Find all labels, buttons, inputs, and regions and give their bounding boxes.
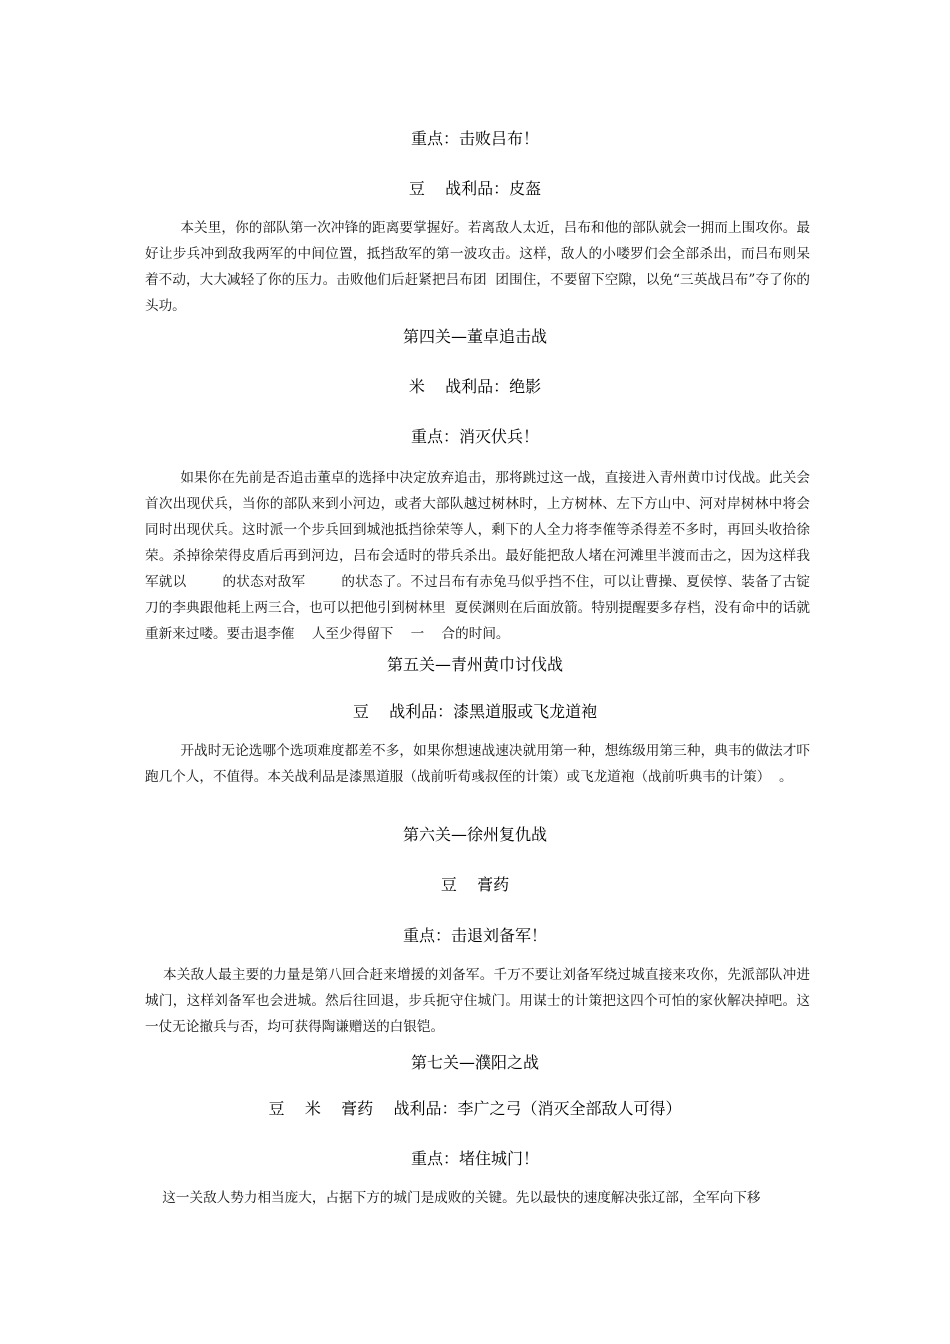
body-paragraph: 开战时无论选哪个选项难度都差不多，如果你想速战速决就用第一种，想练级用第三种，典韦的做法才吓跑几个人，不值得。本关战利品是漆黑道服（战前听荀彧叔侄的计策）或飞龙道袍（战前听典韦的计策） 。 bbox=[145, 743, 810, 785]
section-heading: 重点：击退刘备军！ bbox=[402, 926, 547, 945]
body-paragraph: 如果你在先前是否追击董卓的选择中决定放弃追击，那将跳过这一战，直接进入青州黄巾讨伐战。此关会首次出现伏兵，当你的部队来到小河边，或者大部队越过树林时，上方树林、左下方山中、河对岸树林中将会同时出现伏兵。这时派一个步兵回到城池抵挡徐荣等人，剩下的人全力将李傕等杀得差不多时，再回头收拾徐荣。杀掉徐荣得皮盾后再到河边，吕布会适时的带兵杀出。最好能把敌人堵在河滩里半渡而击之，因为这样我军就以 的状态对敌军 的状态了。不过吕布有赤兔马似乎挡不住，可以让曹操、夏侯惇、装备了古锭刀的李典跟他耗上两三合，也可以把他引到树林里 夏侯渊则在后面放箭。特别提醒要多存档，没有命中的话就重新来过喽。要击退李傕 人至少得留下 一 合的时间。 bbox=[145, 470, 810, 642]
body-paragraph: 本关敌人最主要的力量是第八回合赶来增援的刘备军。千万不要让刘备军绕过城直接来攻你，先派部队冲进城门，这样刘备军也会进城。然后往回退，步兵扼守住城门。用谋士的计策把这四个可怕的家伙解决掉吧。这一仗无论撤兵与否，均可获得陶谦赠送的白银铠。 bbox=[145, 967, 810, 1035]
section-heading: 重点：堵住城门！ bbox=[410, 1149, 539, 1168]
loot-line: 豆 米 膏药 战利品：李广之弓（消灭全部敌人可得） bbox=[268, 1099, 682, 1118]
section-heading: 重点：消灭伏兵！ bbox=[410, 427, 539, 446]
body-paragraph: 本关里，你的部队第一次冲锋的距离要掌握好。若离敌人太近，吕布和他的部队就会一拥而上围攻你。最好让步兵冲到敌我两军的中间位置，抵挡敌军的第一波攻击。这样，敌人的小喽罗们会全部杀出，而吕布则呆着不动，大大减轻了你的压力。击败他们后赶紧把吕布团 团围住，不要留下空隙，以免“三英战吕布”夺了你的头功。 bbox=[145, 220, 810, 314]
chapter-title: 第四关—董卓追击战 bbox=[402, 327, 547, 346]
chapter-title: 第六关—徐州复仇战 bbox=[402, 825, 547, 844]
section-heading: 重点：击败吕布！ bbox=[410, 129, 539, 148]
loot-line: 豆 膏药 bbox=[440, 875, 510, 894]
chapter-title: 第七关—濮阳之战 bbox=[410, 1053, 539, 1072]
loot-line: 豆 战利品：漆黑道服或飞龙道袍 bbox=[352, 702, 598, 721]
chapter-title: 第五关—青州黄巾讨伐战 bbox=[386, 655, 563, 674]
loot-line: 豆 战利品：皮盔 bbox=[408, 179, 542, 198]
loot-line: 米 战利品：绝影 bbox=[408, 377, 542, 396]
body-paragraph: 这一关敌人势力相当庞大，占据下方的城门是成败的关键。先以最快的速度解决张辽部，全军向下移 bbox=[145, 1190, 761, 1206]
